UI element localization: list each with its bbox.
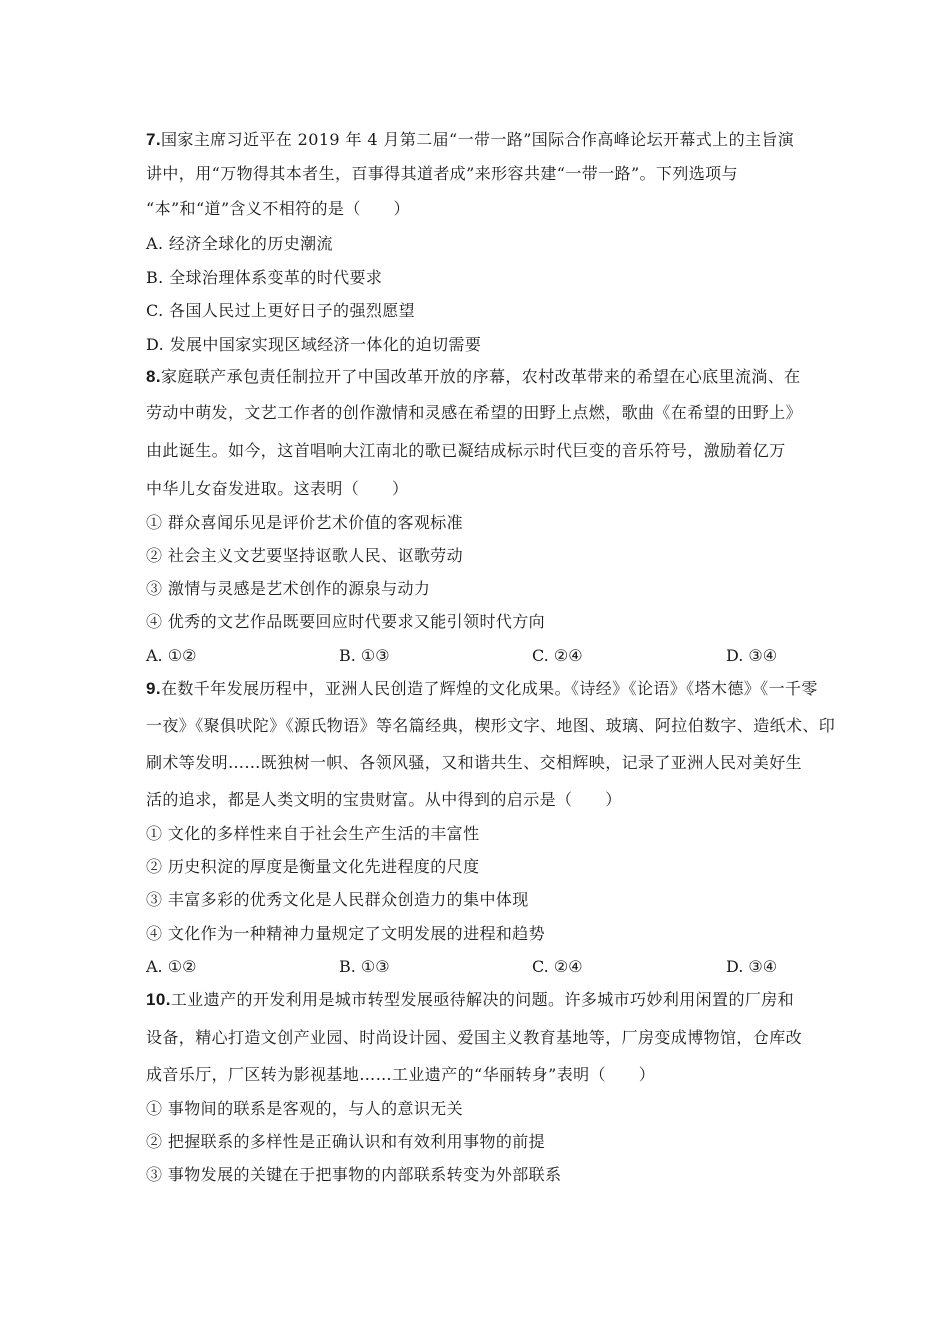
question-stem-line: 设备，精心打造文创产业园、时尚设计园、爱国主义教育基地等，厂房变成博物馆，仓库改 [146, 1028, 803, 1047]
question-stem-line: 讲中，用“万物得其本者生，百事得其道者成”来形容共建“一带一路”。下列选项与 [146, 164, 738, 183]
choice-c: C. ②④ [532, 957, 583, 976]
statement-1: ① 群众喜闻乐见是评价艺术价值的客观标准 [146, 513, 464, 532]
question-stem-line: 劳动中萌发，文艺工作者的创作激情和灵感在希望的田野上点燃，歌曲《在希望的田野上》 [146, 403, 803, 422]
statement-4: ④ 优秀的文艺作品既要回应时代要求又能引领时代方向 [146, 612, 546, 631]
choice-b: B. ①③ [339, 646, 390, 665]
statement-2: ② 把握联系的多样性是正确认识和有效利用事物的前提 [146, 1132, 546, 1151]
question-stem-line: 活的追求，都是人类文明的宝贵财富。从中得到的启示是（ ） [146, 790, 622, 809]
question-stem-line: 刷术等发明……既独树一帜、各领风骚，又和谐共生、交相辉映，记录了亚洲人民对美好生 [146, 753, 803, 772]
choice-c: C. ②④ [532, 646, 583, 665]
choice-a: A. ①② [146, 957, 197, 976]
option-a: A. 经济全球化的历史潮流 [146, 234, 333, 253]
question-stem-line: 一夜》《聚俱吠陀》《源氏物语》等名篇经典，楔形文字、地图、玻璃、阿拉伯数字、造纸术、印 [146, 716, 836, 735]
question-stem-line: 7.国家主席习近平在 2019 年 4 月第二届“一带一路”国际合作高峰论坛开幕式上的主旨演 [146, 130, 795, 149]
choice-d: D. ③④ [726, 646, 778, 665]
question-stem-line: 10.工业遗产的开发利用是城市转型发展亟待解决的问题。许多城市巧妙利用闲置的厂房和 [146, 990, 795, 1009]
statement-2: ② 历史积淀的厚度是衡量文化先进程度的尺度 [146, 857, 480, 876]
statement-3: ③ 丰富多彩的优秀文化是人民群众创造力的集中体现 [146, 890, 529, 909]
question-number: 10. [146, 990, 171, 1009]
question-number: 8. [146, 367, 161, 386]
choice-b: B. ①③ [339, 957, 390, 976]
statement-1: ① 事物间的联系是客观的，与人的意识无关 [146, 1099, 464, 1118]
statement-3: ③ 激情与灵感是艺术创作的源泉与动力 [146, 579, 431, 598]
statement-3: ③ 事物发展的关键在于把事物的内部联系转变为外部联系 [146, 1165, 562, 1184]
statement-2: ② 社会主义文艺要坚持讴歌人民、讴歌劳动 [146, 546, 464, 565]
statement-1: ① 文化的多样性来自于社会生产生活的丰富性 [146, 824, 480, 843]
question-stem-line: 成音乐厅，厂区转为影视基地……工业遗产的“华丽转身”表明（ ） [146, 1065, 656, 1084]
option-b: B. 全球治理体系变革的时代要求 [146, 268, 383, 287]
choice-d: D. ③④ [726, 957, 778, 976]
question-number: 7. [146, 130, 161, 149]
statement-4: ④ 文化作为一种精神力量规定了文明发展的进程和趋势 [146, 924, 546, 943]
question-stem-line: 9.在数千年发展历程中，亚洲人民创造了辉煌的文化成果。《诗经》《论语》《塔木德》《一千零 [146, 679, 818, 698]
choice-a: A. ①② [146, 646, 197, 665]
question-stem-line: 中华儿女奋发进取。这表明（ ） [146, 479, 409, 498]
option-d: D. 发展中国家实现区域经济一体化的迫切需要 [146, 335, 482, 354]
option-c: C. 各国人民过上更好日子的强烈愿望 [146, 301, 416, 320]
question-stem-line: 8.家庭联产承包责任制拉开了中国改革开放的序幕，农村改革带来的希望在心底里流淌、在 [146, 367, 801, 386]
question-stem-line: 由此诞生。如今，这首唱响大江南北的歌已凝结成标示时代巨变的音乐符号，激励着亿万 [146, 441, 786, 460]
question-stem-line: “本”和“道”含义不相符的是（ ） [146, 199, 410, 218]
choice-row [146, 957, 796, 977]
choice-row [146, 646, 796, 666]
question-number: 9. [146, 679, 161, 698]
